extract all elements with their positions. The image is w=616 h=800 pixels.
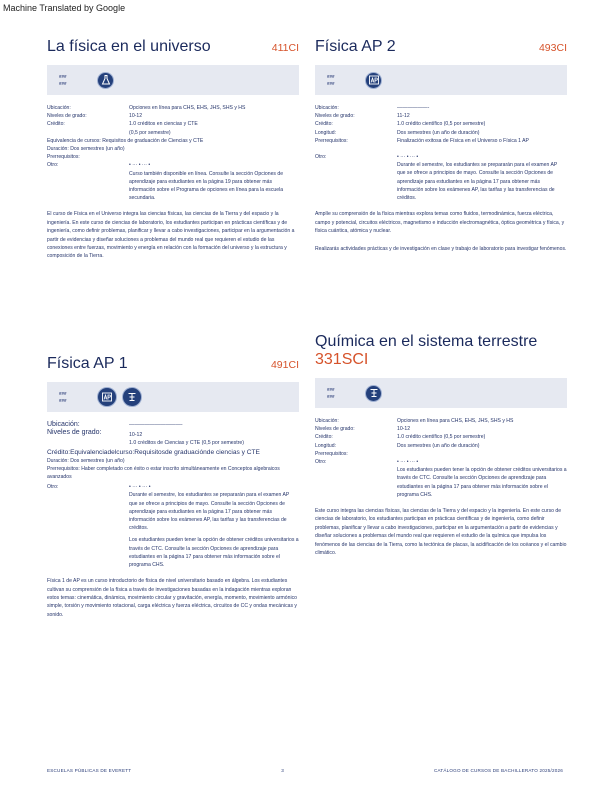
course-header	[315, 38, 567, 56]
course-info: Ubicación: ——————- Niveles de grado: 11-12 Crédito: 1.0 crédito científico (0,5 por semestre) Longitud: Dos semestres (un año de duración) Prerrequisitos: Finalización exitosa de Física en el Universo o Física 1 AP Otro: • ··· • ··· • Durante el semestre, los estudiantes se prepararán para el examen AP que se ofrece a principios de mayo. Consulte la sección Opciones de aprendizaje para estudiantes en la página 17 para obtener más información sobre los exámenes AP, las tarifas y las transferencias de créditos.	[315, 105, 558, 202]
machine-translated-banner: Machine Translated by Google	[3, 3, 126, 13]
course-header	[315, 333, 567, 369]
course-header	[47, 355, 299, 373]
course-description: Este curso integra las ciencias físicas, las ciencias de la Tierra y del espacio y la ingeniería. En este curso de ciencias de laboratorio, los estudiantes participan en prácticas científicas y de ingeniería, como definir problemas, planificar y llevar a cabo investigaciones, participar en la argumentación a partir de evidencias y diseñar soluciones a problemas del mundo real que requieren el estudio de la química que impulsa los fenómenos de las ciencias de la Tierra, como la tectónica de placas, la acidificación de los océanos y el cambio climático.	[315, 508, 567, 557]
course-physics-universe	[47, 38, 299, 261]
course-ap-physics-1	[47, 355, 299, 619]
course-title: Física AP 2	[315, 38, 396, 55]
lab-flask-icon	[97, 72, 114, 89]
course-codes: ### ###	[327, 387, 335, 399]
course-codes: ### ###	[327, 74, 335, 86]
course-info: Ubicación: Opciones en línea para CHS, EHS, JHS, SHS y HS Niveles de grado: 10-12 Crédito: 1.0 créditos en ciencias y CTE (0,5 por semestre) Equivalencia de cursos: Requisitos de graduación de Ciencias y CTE Duración: Dos semestres (un año) Prerrequisitos: Otro: • ··· • ··· • Curso también disponible en línea. Consulte la sección Opciones de aprendizaje para estudiantes en la página 19 para obtener más información sobre el Programa de opciones en línea para la escuela secundaria.	[47, 105, 284, 202]
course-description: Amplíe su comprensión de la física mientras explora temas como fluidos, termodinámica, fuerza eléctrica, campo y potencial, circuitos eléctricos, magnetismo e inducción electromagnética, óptica geométrica y física, y física cuántica, atómica y nuclear.	[315, 211, 565, 235]
cte-badge-icon	[365, 385, 382, 402]
footer-school: ESCUELAS PÚBLICAS DE EVERETT	[47, 768, 132, 773]
course-description-extra: Realizarás actividades prácticas y de investigación en clase y trabajo de laboratorio para investigar fenómenos.	[315, 246, 567, 253]
course-codes: ### ###	[59, 391, 67, 403]
course-icon-band	[315, 378, 567, 408]
course-earth-chemistry	[315, 333, 567, 557]
ap-badge-icon	[365, 72, 382, 89]
course-info: Ubicación: ——————————- Niveles de grado: 10-12 1.0 créditos de Ciencias y CTE (0,5 por semestre) Crédito:Equivalenciadelcurso:Requisitosde graduaciónde ciencias y CTE Duración: Dos semestres (un año) Prerrequisitos: Haber completado con éxito o estar inscrito simultáneamente en Conceptos algebraicos avanzados Otro: • ··· • ··· • Durante el semestre, los estudiantes se prepararán para el examen AP que se ofrece a principios de mayo. Consulte la sección Opciones de aprendizaje para estudiantes en la página 17 para obtener más información sobre los exámenes AP, las tarifas y las transferencias de créditos. Los estudiantes pueden tener la opción de obtener créditos universitarios a través de CTC. Consulte la sección Opciones de aprendizaje para estudiantes en la página 17 para obtener más información sobre el programa CHS.	[47, 421, 299, 569]
course-icon-band	[47, 382, 299, 412]
course-header	[47, 38, 299, 56]
course-description: El curso de Física en el Universo integra las ciencias físicas, las ciencias de la Tierra y del espacio y la ingeniería. En este curso de ciencias de laboratorio, los estudiantes participan en prácticas científicas y de ingeniería, como definir problemas, planificar y llevar a cabo investigaciones, participar en la argumentación a partir de evidencias y diseñar soluciones a problemas del mundo real que requieren el estudio de las conexiones entre fuerzas, movimiento y energía en relación con la formación del universo y la estructura y composición de la Tierra.	[47, 211, 295, 260]
course-codes: ### ###	[59, 74, 67, 86]
course-title: Física AP 1	[47, 355, 128, 372]
course-code: 411CI	[271, 42, 299, 54]
course-code: 491CI	[270, 359, 299, 371]
course-title: La física en el universo	[47, 38, 211, 55]
course-title: Química en el sistema terrestre 331SCI	[315, 333, 538, 368]
course-description: Física 1 de AP es un curso introductorio de física de nivel universitario basado en álgebra. Los estudiantes cultivan su comprensión de la física a través de investigaciones basadas en la indagación mientras exploran estos temas: cinemática, dinámica, movimiento circular y gravitación, energía, momento, movimiento armónico simple, torsión y movimiento rotacional, carga eléctrica y fuerza eléctrica, circuitos de CC y ondas mecánicas y sonido.	[47, 578, 297, 618]
cte-badge-icon	[122, 387, 142, 407]
ap-badge-icon	[97, 387, 117, 407]
course-ap-physics-2	[315, 38, 567, 254]
page-number: 3	[281, 768, 284, 773]
course-code: 493CI	[538, 42, 567, 54]
course-icon-band	[315, 65, 567, 95]
course-code: 331SCI	[315, 351, 369, 368]
footer-catalog: CATÁLOGO DE CURSOS DE BACHILLERATO 2025/2026	[433, 768, 563, 773]
course-info: Ubicación: Opciones en línea para CHS, EHS, JHS, SHS y HS Niveles de grado: 10-12 Crédito: 1.0 crédito científico (0,5 por semestre) Longitud: Dos semestres (un año de duración) Prerrequisitos: Otro: • ··· • ··· • Los estudiantes pueden tener la opción de obtener créditos universitarios a través de CTC. Consulte la sección Opciones de aprendizaje para estudiantes en la página 17 para obtener más información sobre el programa CHS.	[315, 418, 567, 498]
page-footer	[47, 768, 563, 773]
course-icon-band	[47, 65, 299, 95]
